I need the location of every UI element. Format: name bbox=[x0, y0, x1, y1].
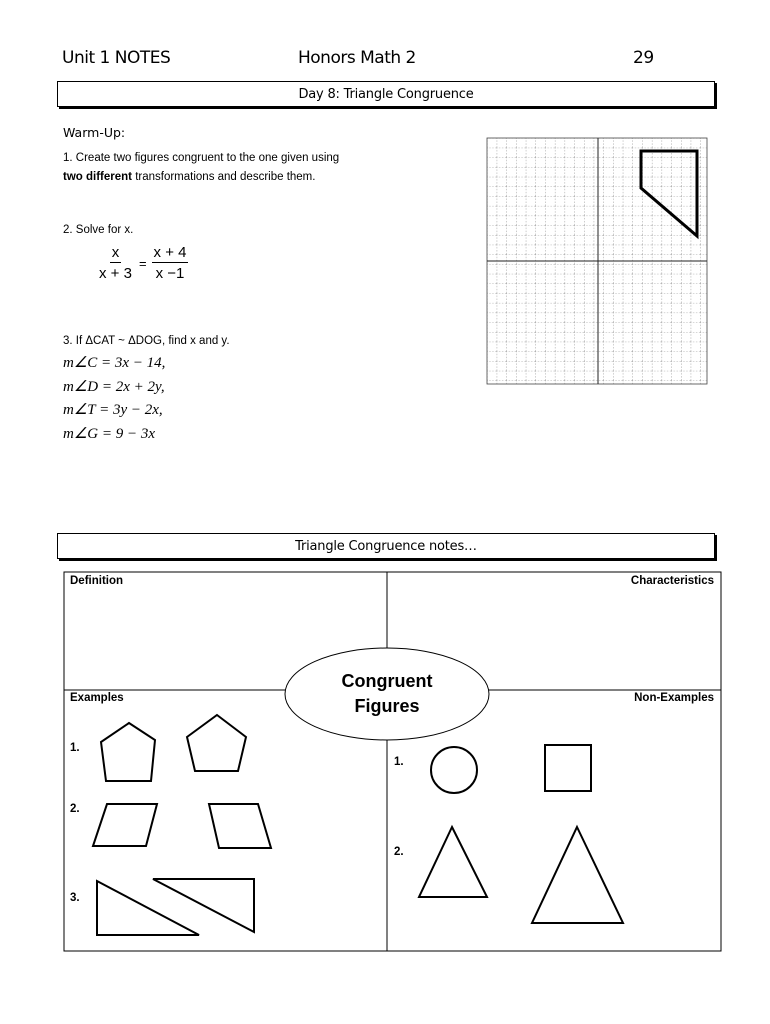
square-icon bbox=[545, 745, 591, 791]
center-title-line1: Congruent bbox=[341, 671, 433, 691]
characteristics-label: Characteristics bbox=[630, 575, 714, 587]
angle-c: m∠C = 3x − 14, bbox=[63, 355, 166, 371]
triangle-icon bbox=[153, 879, 254, 932]
q1-rest-text: transformations and describe them. bbox=[132, 171, 316, 183]
day-banner: Day 8: Triangle Congruence bbox=[57, 81, 715, 107]
triangle-icon bbox=[97, 881, 199, 935]
frayer-model bbox=[64, 572, 721, 951]
center-title bbox=[285, 669, 489, 719]
triangle-icon bbox=[532, 827, 623, 923]
warmup-title: Warm-Up: bbox=[63, 125, 126, 140]
examples-label: Examples bbox=[70, 692, 124, 704]
parallelogram-icon bbox=[93, 804, 157, 846]
pentagon-icon bbox=[187, 715, 246, 771]
non-example-2-number: 2. bbox=[394, 846, 404, 858]
equals-sign: = bbox=[138, 255, 147, 271]
example-3-number: 3. bbox=[70, 892, 80, 904]
circle-icon bbox=[431, 747, 477, 793]
angle-t: m∠T = 3y − 2x, bbox=[63, 402, 163, 418]
non-examples-label: Non-Examples bbox=[634, 692, 714, 704]
angle-g: m∠G = 9 − 3x bbox=[63, 426, 156, 442]
angle-d: m∠D = 2x + 2y, bbox=[63, 379, 165, 395]
warmup-q2: 2. Solve for x. bbox=[63, 224, 134, 236]
page-number: 29 bbox=[633, 48, 654, 68]
warmup-q3: 3. If ΔCAT ~ ΔDOG, find x and y. bbox=[63, 335, 230, 347]
triangle-icon bbox=[419, 827, 487, 897]
definition-label: Definition bbox=[70, 575, 124, 587]
unit-title: Unit 1 NOTES bbox=[62, 48, 171, 68]
notes-banner: Triangle Congruence notes… bbox=[57, 533, 715, 559]
fraction-left-denominator: x + 3 bbox=[99, 265, 132, 282]
center-title-line2: Figures bbox=[354, 696, 420, 716]
course-title: Honors Math 2 bbox=[298, 48, 416, 68]
fraction-right-denominator: x −1 bbox=[155, 265, 185, 282]
q1-bold-text: two different bbox=[63, 171, 132, 183]
example-2-number: 2. bbox=[70, 803, 80, 815]
fraction-right-numerator: x + 4 bbox=[153, 244, 187, 261]
non-example-1-number: 1. bbox=[394, 756, 404, 768]
pentagon-icon bbox=[101, 723, 155, 781]
fraction-left-numerator: x bbox=[111, 244, 120, 261]
parallelogram-icon bbox=[209, 804, 271, 848]
coordinate-grid bbox=[487, 138, 707, 384]
example-1-number: 1. bbox=[70, 742, 80, 754]
warmup-q1-line1: 1. Create two figures congruent to the one given using bbox=[63, 152, 340, 164]
